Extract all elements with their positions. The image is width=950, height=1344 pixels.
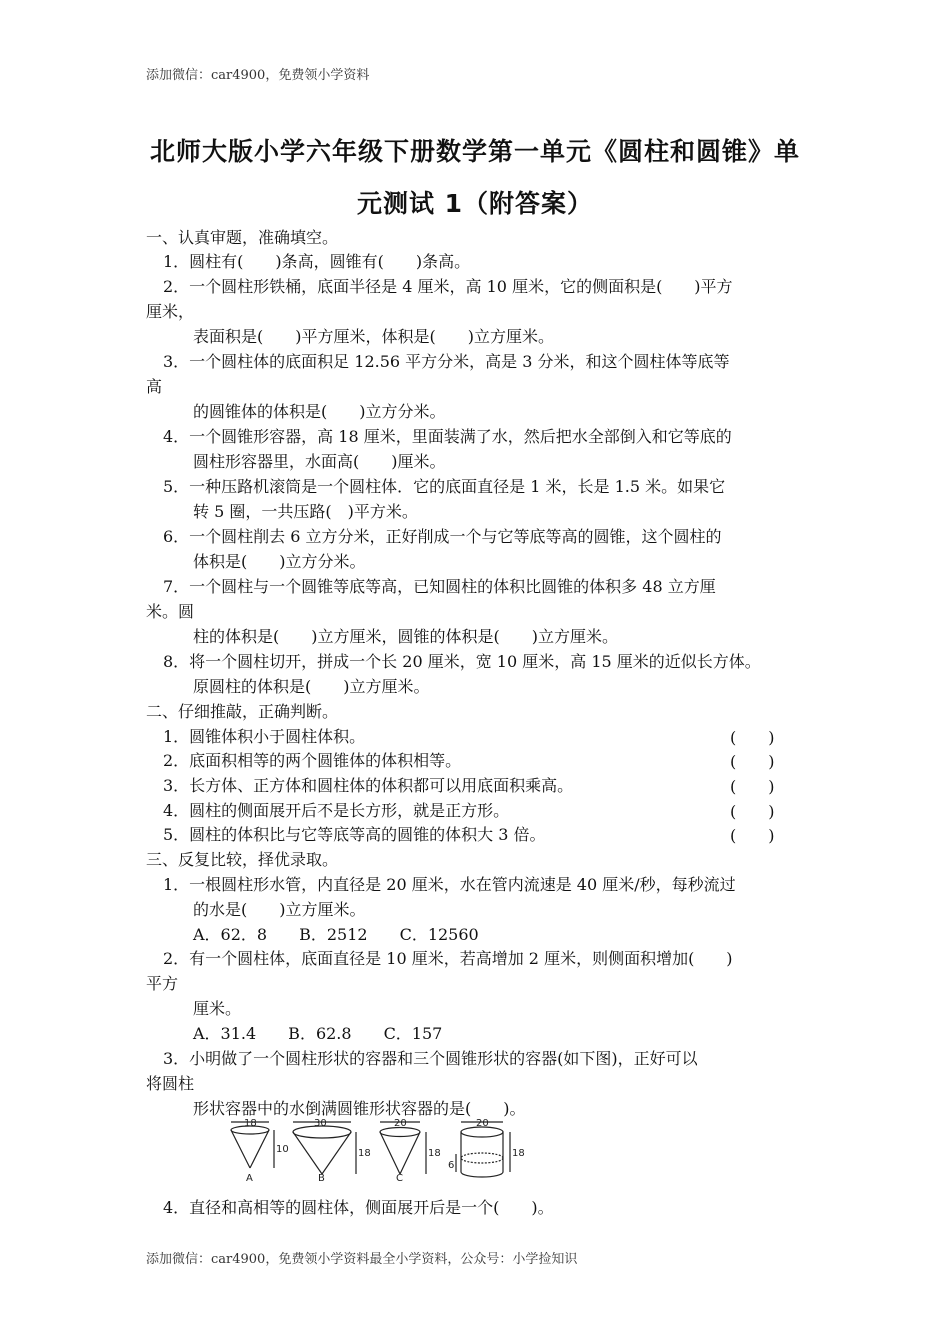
q1-3-cont: 的圆锥体的体积是( )立方分米。	[193, 402, 446, 421]
q1-5-cont: 转 5 圈，一共压路( )平方米。	[193, 502, 418, 521]
page-title-line1: 北师大版小学六年级下册数学第一单元《圆柱和圆锥》单	[149, 137, 800, 166]
choice-1-cont: 的水是( )立方厘米。	[193, 900, 366, 919]
judge-5: 5．圆柱的体积比与它等底等高的圆锥的体积大 3 倍。	[163, 825, 546, 844]
fig-label-c-height: 18	[428, 1148, 441, 1159]
fig-label-cyl-height: 18	[512, 1148, 525, 1159]
judge-5-answer[interactable]: ( )	[730, 826, 775, 845]
judge-4-answer[interactable]: ( )	[730, 802, 775, 821]
judge-4: 4．圆柱的侧面展开后不是长方形，就是正方形。	[163, 801, 510, 820]
choice-3-cont: 形状容器中的水倒满圆锥形状容器的是( )。	[193, 1099, 526, 1118]
q1-6: 6．一个圆柱削去 6 立方分米，正好削成一个与它等底等高的圆锥，这个圆柱的	[163, 527, 722, 546]
choice-3-wrap: 将圆柱	[146, 1074, 195, 1093]
fig-label-cyl-water: 6	[448, 1160, 455, 1171]
page-title-line2: 元测试 1（附答案）	[356, 189, 594, 218]
fig-label-b-diameter: 30	[314, 1118, 327, 1129]
section3-heading: 三、反复比较，择优录取。	[146, 850, 339, 869]
section2-heading: 二、仔细推敲，正确判断。	[146, 702, 339, 721]
fig-label-b-height: 18	[358, 1148, 371, 1159]
q1-6-cont: 体积是( )立方分米。	[193, 552, 366, 571]
choice-1-options: A．62．8 B．2512 C．12560	[193, 925, 479, 944]
cone-c	[380, 1122, 426, 1174]
q1-2: 2．一个圆柱形铁桶，底面半径是 4 厘米，高 10 厘米，它的侧面积是( )平方	[163, 277, 733, 296]
judge-3: 3．长方体、正方体和圆柱体的体积都可以用底面积乘高。	[163, 776, 574, 795]
q1-8: 8．将一个圆柱切开，拼成一个长 20 厘米，宽 10 厘米，高 15 厘米的近似长方体。	[163, 652, 761, 671]
judge-2: 2．底面积相等的两个圆锥体的体积相等。	[163, 751, 462, 770]
fig-label-c: C	[396, 1173, 403, 1182]
choice-2: 2．有一个圆柱体，底面直径是 10 厘米，若高增加 2 厘米，则侧面积增加( )	[163, 949, 733, 968]
q1-4-cont: 圆柱形容器里，水面高( )厘米。	[193, 452, 446, 471]
fig-label-cyl-diameter: 20	[476, 1118, 489, 1129]
page-header: 添加微信：car4900，免费领小学资料	[146, 68, 370, 83]
page-footer: 添加微信：car4900，免费领小学资料最全小学资料，公众号：小学捡知识	[146, 1252, 578, 1267]
choice-2-cont: 厘米。	[193, 999, 242, 1018]
fig-label-a: A	[246, 1173, 253, 1182]
cylinder	[456, 1122, 510, 1177]
choice-1: 1．一根圆柱形水管，内直径是 20 厘米，水在管内流速是 40 厘米/秒，每秒流过	[163, 875, 736, 894]
fig-label-c-diameter: 20	[394, 1118, 407, 1129]
q1-2-wrap: 厘米，	[146, 302, 195, 321]
q1-7-cont: 柱的体积是( )立方厘米，圆锥的体积是( )立方厘米。	[193, 627, 618, 646]
cone-b	[293, 1122, 356, 1174]
choice-2-options: A．31.4 B．62.8 C．157	[193, 1024, 443, 1043]
judge-2-answer[interactable]: ( )	[730, 752, 775, 771]
choice-2-wrap: 平方	[146, 974, 179, 993]
q1-3-wrap: 高	[146, 377, 163, 396]
fig-label-b: B	[318, 1173, 325, 1182]
choice-4: 4．直径和高相等的圆柱体，侧面展开后是一个( )。	[163, 1198, 554, 1217]
q1-4: 4．一个圆锥形容器，高 18 厘米，里面装满了水，然后把水全部倒入和它等底的	[163, 427, 732, 446]
choice-3: 3．小明做了一个圆柱形状的容器和三个圆锥形状的容器(如下图)，正好可以	[163, 1049, 698, 1068]
fig-label-a-height: 10	[276, 1144, 289, 1155]
q1-7: 7．一个圆柱与一个圆锥等底等高，已知圆柱的体积比圆锥的体积多 48 立方厘	[163, 577, 716, 596]
q1-2-cont: 表面积是( )平方厘米，体积是( )立方厘米。	[193, 327, 554, 346]
judge-1: 1．圆锥体积小于圆柱体积。	[163, 727, 366, 746]
containers-figure	[228, 1118, 528, 1182]
q1-8-cont: 原圆柱的体积是( )立方厘米。	[193, 677, 430, 696]
q1-3: 3．一个圆柱体的底面积足 12.56 平方分米，高是 3 分米，和这个圆柱体等底等	[163, 352, 730, 371]
q1-5: 5．一种压路机滚筒是一个圆柱体．它的底面直径是 1 米，长是 1.5 米。如果它	[163, 477, 726, 496]
section1-heading: 一、认真审题，准确填空。	[146, 228, 339, 247]
fig-label-a-diameter: 18	[244, 1118, 257, 1129]
q1-1: 1．圆柱有( )条高，圆锥有( )条高。	[163, 252, 471, 271]
q1-7-wrap: 米。圆	[146, 602, 195, 621]
judge-3-answer[interactable]: ( )	[730, 777, 775, 796]
judge-1-answer[interactable]: ( )	[730, 728, 775, 747]
